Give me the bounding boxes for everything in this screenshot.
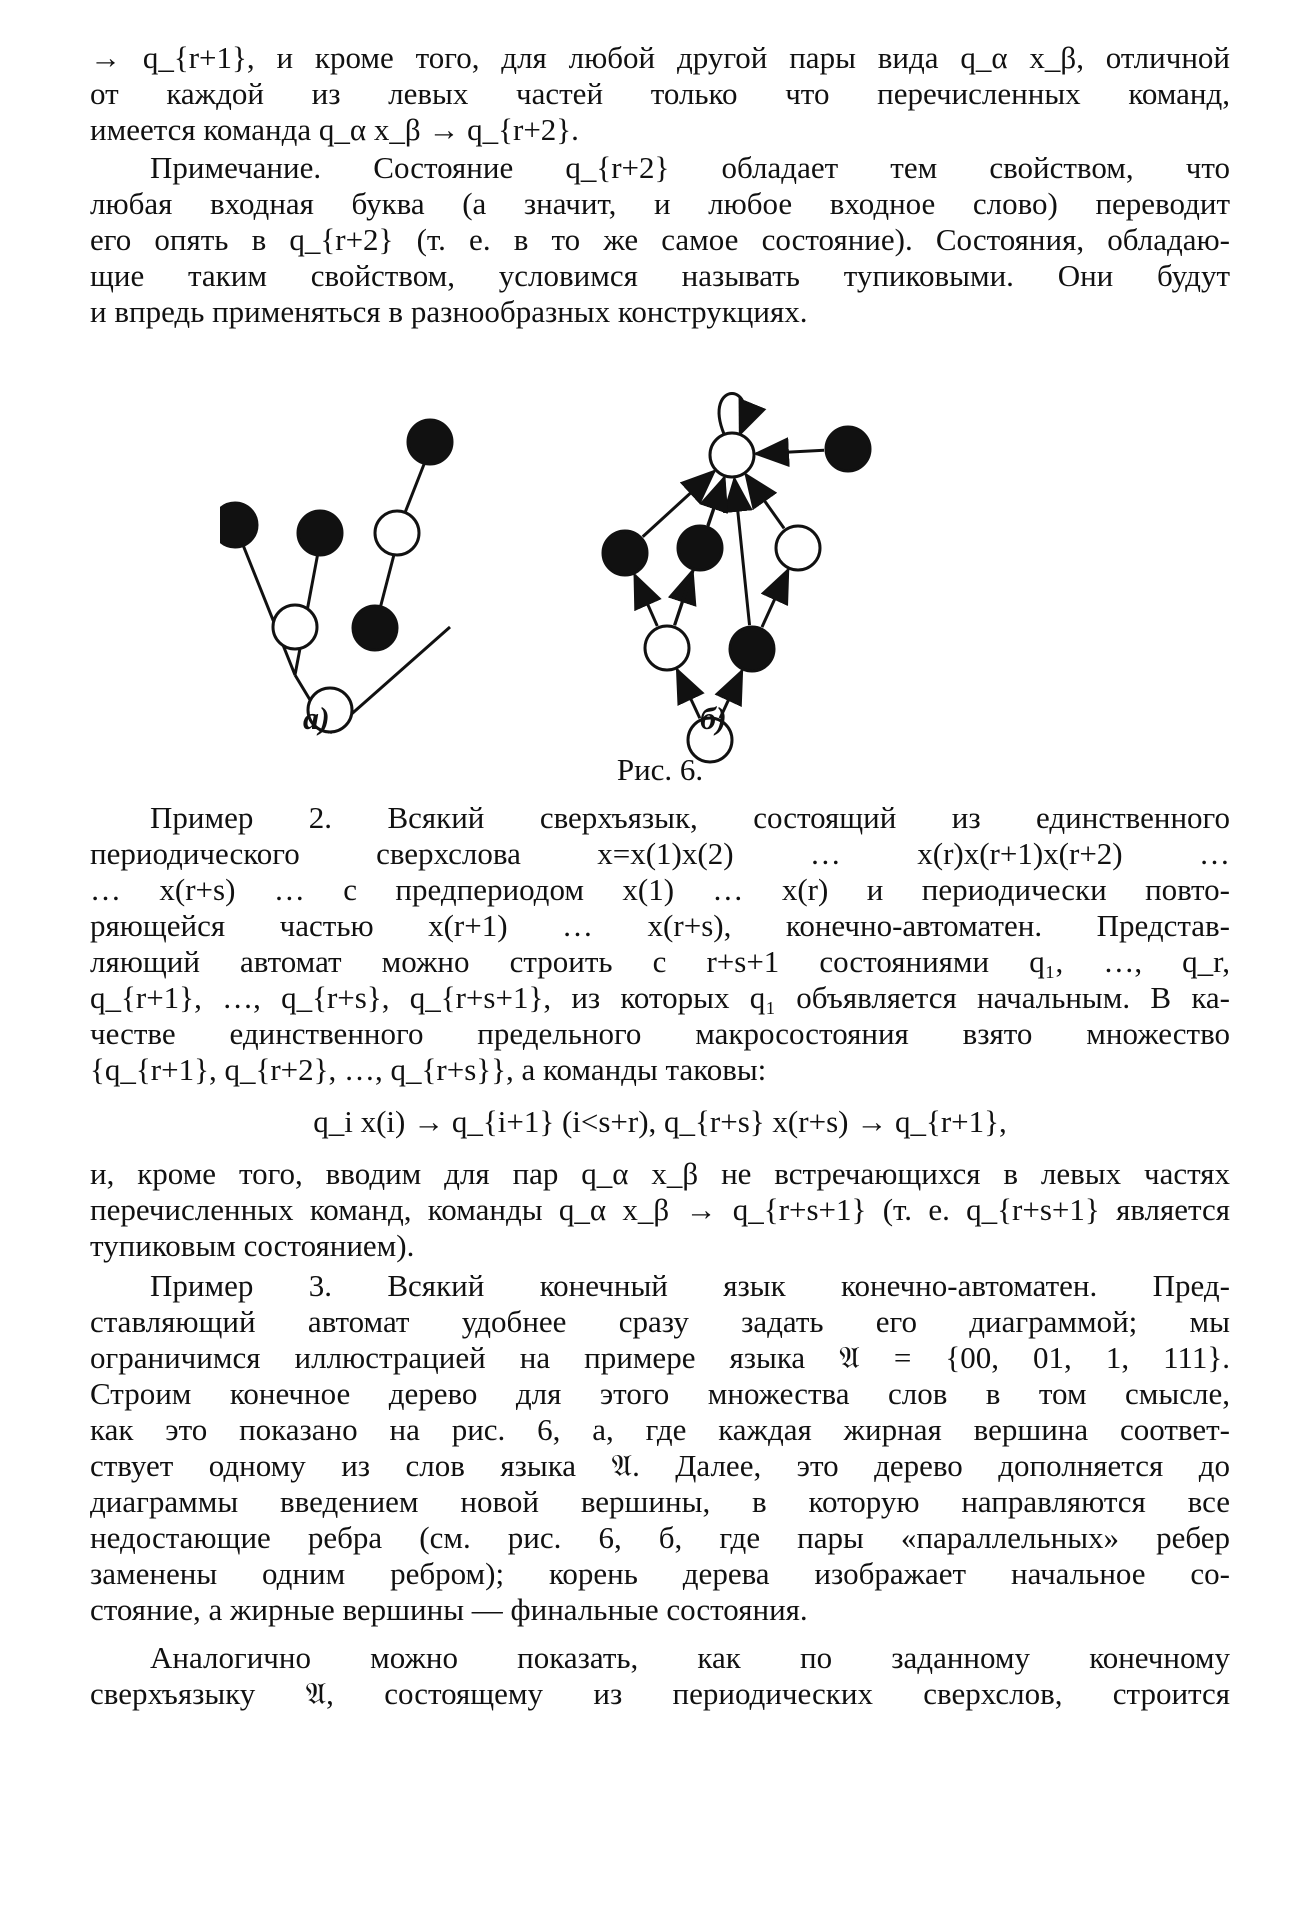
text-line: тупиковым состоянием). xyxy=(90,1228,415,1263)
node-white xyxy=(645,626,689,670)
text-line: и впредь применяться в разнообразных конструкциях. xyxy=(90,294,808,329)
node-black xyxy=(603,531,647,575)
node-white xyxy=(375,511,419,555)
diagram-edge xyxy=(734,479,749,625)
text-line: Аналогично можно показать, как по заданному конечному xyxy=(150,1640,1230,1675)
text-line: как это показано на рис. 6, а, где каждая жирная вершина соответ- xyxy=(90,1412,1230,1447)
figure-label-b: б) xyxy=(700,700,727,736)
text-line: ставляющий автомат удобнее сразу задать его диаграммой; мы xyxy=(90,1304,1230,1339)
text-line: ляющий автомат можно строить с r+s+1 состояниями q₁, …, q_r, xyxy=(90,944,1230,979)
text-line: Примечание. Состояние q_{r+2} обладает тем свойством, что xyxy=(150,150,1230,185)
text-line: стояние, а жирные вершины — финальные состояния. xyxy=(90,1592,808,1627)
node-black xyxy=(353,606,397,650)
text-line: q_{r+1}, …, q_{r+s}, q_{r+s+1}, из которых q₁ объявляется начальным. В ка- xyxy=(90,980,1230,1015)
text-line: сверхъязыку 𝔄, состоящему из периодических сверхслов, строится xyxy=(90,1676,1230,1711)
diagram-edge xyxy=(762,570,788,627)
figure-caption: Рис. 6. xyxy=(616,752,704,787)
text-line: Пример 3. Всякий конечный язык конечно-автоматен. Пред- xyxy=(150,1268,1230,1303)
node-black xyxy=(826,427,870,471)
text-line: Строим конечное дерево для этого множества слов в том смысле, xyxy=(90,1376,1230,1411)
text-line: ряющейся частью x(r+1) … x(r+s), конечно-автоматен. Представ- xyxy=(90,908,1230,943)
text-line: {q_{r+1}, q_{r+2}, …, q_{r+s}}, а команды таковы: xyxy=(90,1052,767,1087)
text-line: и, кроме того, вводим для пар q_α x_β не встречающихся в левых частях xyxy=(90,1156,1230,1191)
node-black xyxy=(220,503,257,547)
text-line: от каждой из левых частей только что перечисленных команд, xyxy=(90,76,1230,111)
formula: q_i x(i) → q_{i+1} (i<s+r), q_{r+s} x(r+s) → q_{r+1}, xyxy=(313,1104,1007,1139)
node-black xyxy=(678,526,722,570)
text-line: периодического сверхслова x=x(1)x(2) … x(r)x(r+1)x(r+2) … xyxy=(90,836,1230,871)
text-line: честве единственного предельного макросостояния взято множество xyxy=(90,1016,1230,1051)
node-white xyxy=(776,526,820,570)
node-white xyxy=(710,433,754,477)
text-line: заменены одним ребром); корень дерева изображает начальное со- xyxy=(90,1556,1230,1591)
diagram-edge xyxy=(746,475,784,529)
text-line: имеется команда q_α x_β → q_{r+2}. xyxy=(90,112,579,147)
text-line: его опять в q_{r+2} (т. е. в то же самое состояние). Состояния, обладаю- xyxy=(90,222,1230,257)
diagram-edge xyxy=(756,450,824,454)
diagram-edge xyxy=(677,670,700,719)
node-black xyxy=(408,420,452,464)
text-line: ограничимся иллюстрацией на примере языка 𝔄 = {00, 01, 1, 111}. xyxy=(90,1340,1230,1375)
node-black xyxy=(298,511,342,555)
text-line: Пример 2. Всякий сверхъязык, состоящий из единственного xyxy=(150,800,1230,835)
figure-label-a: а) xyxy=(303,700,330,736)
node-white xyxy=(273,605,317,649)
text-line: ствует одному из слов языка 𝔄. Далее, это дерево дополняется до xyxy=(90,1448,1230,1483)
text-line: … x(r+s) … с предпериодом x(1) … x(r) и периодически повто- xyxy=(90,872,1230,907)
self-loop xyxy=(719,394,745,435)
text-line: недостающие ребра (см. рис. 6, б, где пары «параллельных» ребер xyxy=(90,1520,1230,1555)
text-line: → q_{r+1}, и кроме того, для любой другой пары вида q_α x_β, отличной xyxy=(90,40,1230,75)
text-line: перечисленных команд, команды q_α x_β → q_{r+s+1} (т. е. q_{r+s+1} является xyxy=(90,1192,1230,1227)
text-line: щие таким свойством, условимся называть тупиковыми. Они будут xyxy=(90,258,1230,293)
node-black xyxy=(730,627,774,671)
text-line: любая входная буква (а значит, и любое входное слово) переводит xyxy=(90,186,1230,221)
diagram-edge xyxy=(635,575,658,626)
text-line: диаграммы введением новой вершины, в которую направляются все xyxy=(90,1484,1230,1519)
